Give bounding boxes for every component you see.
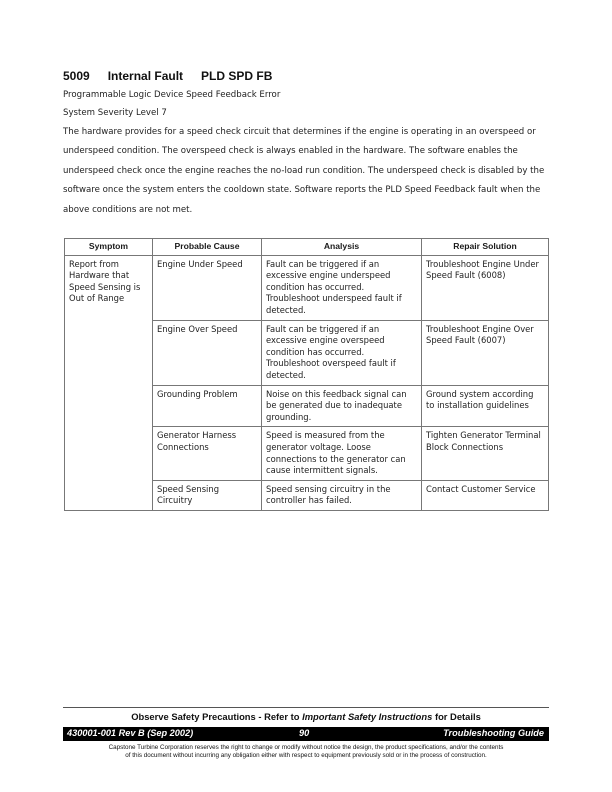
fault-name: Internal Fault [107, 69, 184, 83]
document-number: 430001-001 Rev B (Sep 2002) [67, 728, 194, 738]
cause-cell: Engine Over Speed [153, 320, 262, 385]
cause-cell: Generator Harness Connections [153, 427, 262, 480]
cause-cell: Grounding Problem [153, 385, 262, 427]
footer-divider [63, 707, 549, 708]
solution-cell: Ground system according to installation guidelines [422, 385, 549, 427]
safety-notice-prefix: Observe Safety Precautions - Refer to [131, 711, 303, 722]
analysis-cell: Speed is measured from the generator voltage. Loose connections to the generator can cause intermittent signals. [262, 427, 422, 480]
safety-instructions-title: Important Safety Instructions [302, 711, 433, 722]
disclaimer-line-2: of this document without incurring any obligation either with respect to equipment previously sold or in the process of construction. [125, 752, 487, 759]
fault-description: Programmable Logic Device Speed Feedback Error [63, 90, 281, 100]
cause-cell: Engine Under Speed [153, 255, 262, 320]
guide-title: Troubleshooting Guide [443, 728, 544, 738]
solution-cell: Troubleshoot Engine Under Speed Fault (6008) [422, 255, 549, 320]
solution-cell: Contact Customer Service [422, 480, 549, 510]
analysis-cell: Speed sensing circuitry in the controller has failed. [262, 480, 422, 510]
analysis-cell: Fault can be triggered if an excessive engine overspeed condition has occurred. Troubleshoot overspeed fault if detected. [262, 320, 422, 385]
analysis-cell: Fault can be triggered if an excessive engine underspeed condition has occurred. Troubleshoot underspeed fault if detected. [262, 255, 422, 320]
header-probable-cause: Probable Cause [153, 239, 262, 256]
safety-notice [63, 711, 549, 722]
solution-cell: Tighten Generator Terminal Block Connections [422, 427, 549, 480]
symptom-cell: Report from Hardware that Speed Sensing is Out of Range [65, 255, 153, 510]
fault-id: PLD SPD FB [201, 69, 273, 83]
legal-disclaimer [63, 744, 549, 760]
table-row [65, 255, 549, 320]
solution-cell: Troubleshoot Engine Over Speed Fault (6007) [422, 320, 549, 385]
fault-code: 5009 [63, 69, 90, 83]
table-header-row [65, 239, 549, 256]
fault-paragraph: The hardware provides for a speed check circuit that determines if the engine is operating in an overspeed or underspeed condition. The overspeed check is always enabled in the hardware. The software enables the underspeed check once the engine reaches the no-load run condition. The underspeed check is disabled by the software once the system enters the cooldown state. Software reports the PLD Speed Feedback fault when the above conditions are not met. [63, 127, 545, 215]
cause-cell: Speed Sensing Circuitry [153, 480, 262, 510]
severity-level: System Severity Level 7 [63, 108, 167, 118]
header-symptom: Symptom [65, 239, 153, 256]
footer-bar [63, 727, 549, 741]
disclaimer-line-1: Capstone Turbine Corporation reserves the right to change or modify without notice the design, the product specifications, and/or the contents [108, 744, 504, 751]
header-repair-solution: Repair Solution [422, 239, 549, 256]
safety-notice-suffix: for Details [432, 711, 481, 722]
page-number: 90 [299, 728, 310, 738]
analysis-cell: Noise on this feedback signal can be generated due to inadequate grounding. [262, 385, 422, 427]
fault-heading [63, 69, 290, 83]
troubleshooting-table [64, 238, 549, 511]
header-analysis: Analysis [262, 239, 422, 256]
